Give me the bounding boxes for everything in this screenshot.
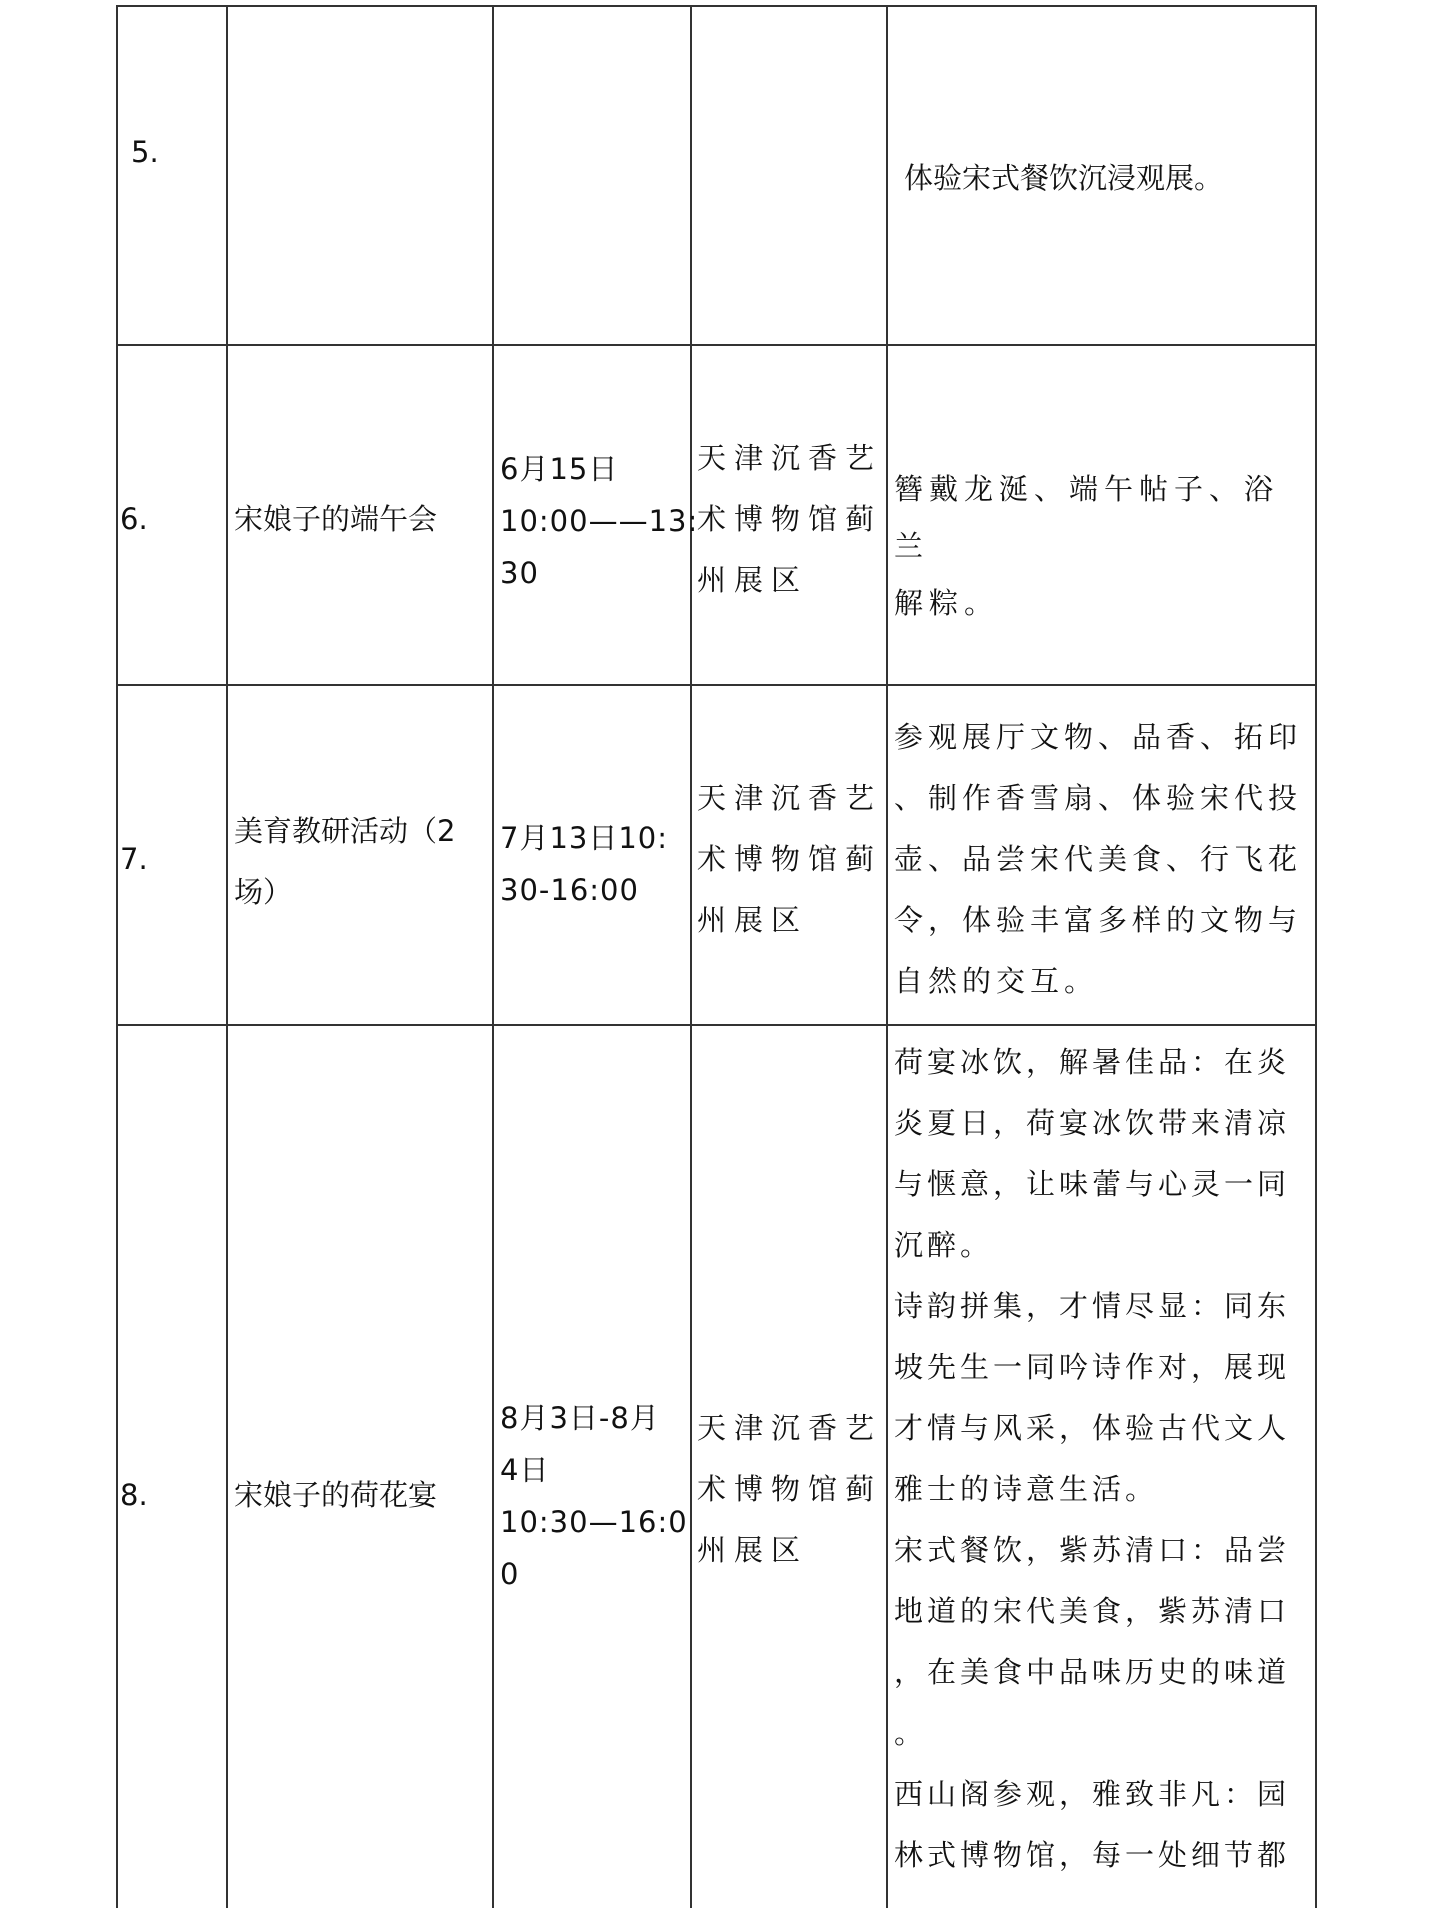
column-divider	[886, 5, 888, 1908]
activity-name: 宋娘子的荷花宴	[234, 1478, 438, 1512]
activity-description: 簪戴龙涎、端午帖子、浴兰 解粽。	[894, 472, 1280, 620]
row-divider	[116, 1024, 1317, 1026]
row-number: 7.	[120, 842, 148, 876]
activity-location: 天津沉香艺 术博物馆蓟 州展区	[697, 781, 883, 937]
activity-location: 天津沉香艺 术博物馆蓟 州展区	[697, 441, 883, 597]
row-divider	[116, 344, 1317, 346]
activity-date: 7月13日10: 30-16:00	[500, 821, 669, 907]
row-divider	[116, 684, 1317, 686]
column-divider	[226, 5, 228, 1908]
row-number: 6.	[120, 502, 148, 536]
activity-description: 参观展厅文物、品香、拓印 、制作香雪扇、体验宋代投 壶、品尝宋代美食、行飞花 令，体验丰富多样的文物与 自然的交互。	[894, 720, 1303, 998]
activity-name: 宋娘子的端午会	[234, 502, 438, 536]
row-number: 5.	[131, 135, 159, 169]
column-divider	[690, 5, 692, 1908]
column-divider	[492, 5, 494, 1908]
activity-location: 天津沉香艺 术博物馆蓟 州展区	[697, 1411, 883, 1567]
activity-date: 6月15日 10:00——13: 30	[500, 452, 699, 590]
row-number: 8.	[120, 1478, 148, 1512]
activity-description: 体验宋式餐饮沉浸观展。	[904, 161, 1224, 195]
activity-description: 荷宴冰饮，解暑佳品：在炎 炎夏日，荷宴冰饮带来清凉 与惬意，让味蕾与心灵一同 沉醉。 诗韵拼集，才情尽显：同东 坡先生一同吟诗作对，展现 才情与风采，体验古代文人 雅士的诗意生活。 宋式餐饮，紫苏清口：品尝 地道的宋代美食，紫苏清口 ，在美食中品味历史的味道 。 西山阁参观，雅致非凡：园 林式博物馆，每一处细节都	[894, 1045, 1291, 1872]
activity-name: 美育教研活动（2 场）	[234, 814, 456, 909]
activity-date: 8月3日-8月 4日 10:30—16:0 0	[500, 1401, 688, 1591]
